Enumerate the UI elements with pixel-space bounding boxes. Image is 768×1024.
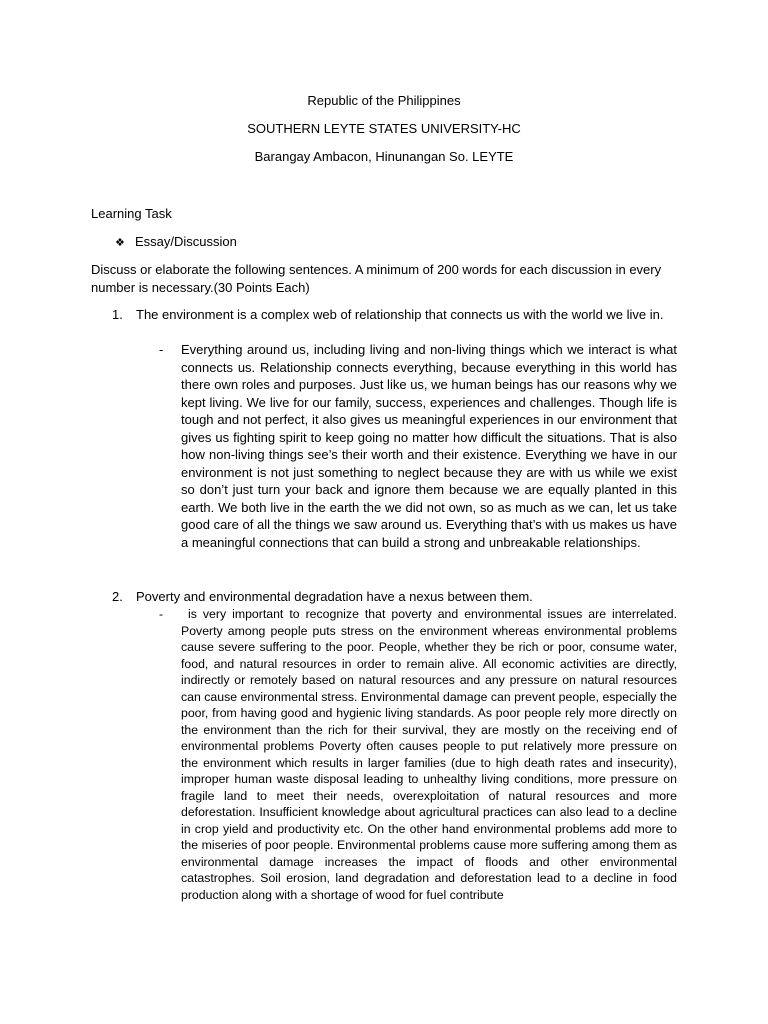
header-address: Barangay Ambacon, Hinunangan So. LEYTE xyxy=(254,149,514,164)
task-bullet xyxy=(115,233,237,253)
item-answer: Everything around us, including living and non-living things which we interact is what connects us. Relationship connects everything, because everything in this world has there own roles and purposes. Just like us, we human beings has our reasons why we kept living. We live for our family, success, experiences and challenges. Though life is tough and not perfect, it also gives us meaningful experiences in our environment that gives us fighting spirit to keep going no matter how difficult the situations. That is also how non-living things see’s their worth and their existence. Everything we have in our environment is not just something to neglect because they are with us while we exist so don’t just turn your back and ignore them because we are equally planted in this earth. We both live in the earth the we did not own, so as much as we can, let us take good care of all the things we saw around us. Everything that’s with us makes us have a meaningful connections that can build a strong and unbreakable relationships. xyxy=(181,342,677,550)
header-university: SOUTHERN LEYTE STATES UNIVERSITY-HC xyxy=(247,121,521,136)
answer-dash: - xyxy=(159,607,164,621)
item-number: 1. xyxy=(112,307,123,322)
answer-dash: - xyxy=(159,342,164,357)
task-instructions: Discuss or elaborate the following sentences. A minimum of 200 words for each discussion in every number is necessary.(30 Points Each) xyxy=(91,262,662,295)
task-title: Learning Task xyxy=(91,206,172,221)
diamond-bullet-icon: ❖ xyxy=(115,237,125,249)
task-bullet-label: Essay/Discussion xyxy=(135,234,237,249)
header-country: Republic of the Philippines xyxy=(307,93,461,108)
item-prompt: The environment is a complex web of relationship that connects us with the world we live in. xyxy=(136,307,664,322)
item-number: 2. xyxy=(112,589,123,604)
item-answer: is very important to recognize that poverty and environmental issues are interrelated. Poverty among people puts stress on the environment whereas environmental problems cause severe suffering to the poor. People, whether they be rich or poor, consume water, food, and natural resources in order to remain alive. All economic activities are directly, indirectly or remotely based on natural resources and any pressure on natural resources can cause environmental stress. Environmental damage can prevent people, especially the poor, from having good and hygienic living standards. As poor people rely more directly on the environment than the rich for their survival, they are mostly on the receiving end of environmental problems Poverty often causes people to put relatively more pressure on the environment which results in larger families (due to high death rates and insecurity), improper human waste disposal leading to unhealthy living conditions, more pressure on fragile land to meet their needs, overexploitation of natural resources and more deforestation. Insufficient knowledge about agricultural practices can also lead to a decline in crop yield and productivity etc. On the other hand environmental problems add more to the miseries of poor people. Environmental problems cause more suffering among them as environmental damage increases the impact of floods and other environmental catastrophes. Soil erosion, land degradation and deforestation lead to a decline in food production along with a shortage of wood for fuel contribute xyxy=(181,607,677,902)
item-prompt: Poverty and environmental degradation have a nexus between them. xyxy=(136,589,533,604)
